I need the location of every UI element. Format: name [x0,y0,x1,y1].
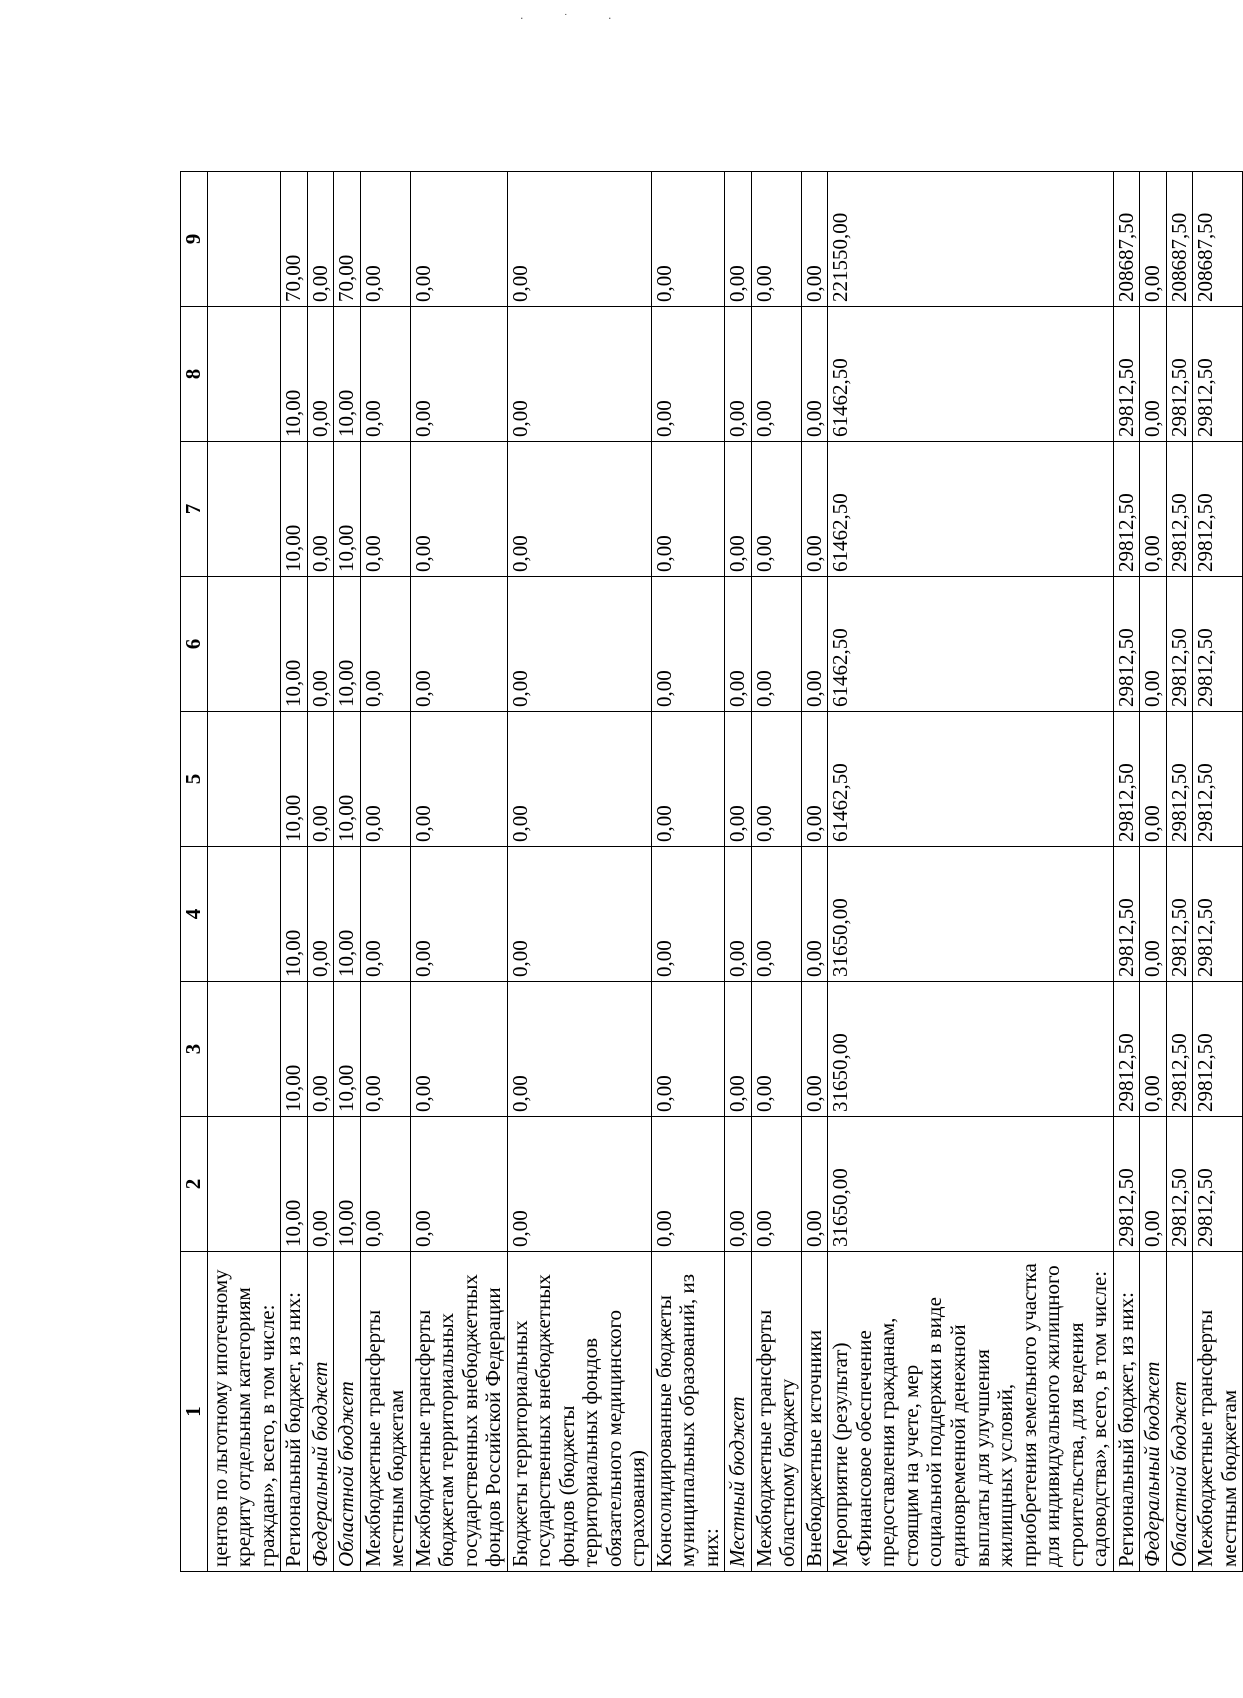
value-cell: 10,00 [281,847,308,982]
value-cell: 0,00 [751,442,801,577]
value-cell: 29812,50 [1166,307,1193,442]
value-cell: 0,00 [307,1117,334,1252]
value-cell: 0,00 [307,847,334,982]
value-cell: 0,00 [507,172,651,307]
value-cell: 0,00 [360,442,410,577]
value-cell: 0,00 [1140,712,1167,847]
value-cell [207,577,281,712]
value-cell: 29812,50 [1193,847,1243,982]
value-cell: 0,00 [651,982,725,1117]
value-cell: 0,00 [307,712,334,847]
row-label: Консолидированные бюджеты муниципальных образований, из них: [651,1252,725,1572]
row-label: Межбюджетные трансферты бюджетам территориальных государственных внебюджетных фондов Российской Федерации [410,1252,507,1572]
value-cell: 0,00 [360,1117,410,1252]
value-cell: 0,00 [651,307,725,442]
row-label: Внебюджетные источники [801,1252,828,1572]
value-cell: 10,00 [281,712,308,847]
value-cell: 0,00 [651,577,725,712]
value-cell: 0,00 [360,712,410,847]
value-cell: 10,00 [281,982,308,1117]
value-cell: 0,00 [360,847,410,982]
value-cell: 0,00 [410,982,507,1117]
row-label: Местный бюджет [725,1252,752,1572]
value-cell: 0,00 [307,172,334,307]
column-header-2: 2 [181,1117,208,1252]
value-cell: 0,00 [507,577,651,712]
value-cell: 0,00 [507,1117,651,1252]
value-cell: 0,00 [360,172,410,307]
value-cell: 0,00 [751,307,801,442]
value-cell: 0,00 [1140,577,1167,712]
value-cell: 10,00 [281,307,308,442]
value-cell: 29812,50 [1166,712,1193,847]
value-cell: 0,00 [410,442,507,577]
value-cell: 29812,50 [1193,577,1243,712]
value-cell: 61462,50 [828,442,1113,577]
value-cell: 0,00 [360,307,410,442]
row-label: Федеральный бюджет [1140,1252,1167,1572]
value-cell: 10,00 [334,442,361,577]
value-cell: 0,00 [1140,847,1167,982]
value-cell: 0,00 [651,847,725,982]
table-row [1113,172,1140,1572]
value-cell: 0,00 [725,847,752,982]
value-cell: 10,00 [281,577,308,712]
value-cell: 0,00 [410,307,507,442]
value-cell: 29812,50 [1113,307,1140,442]
value-cell: 29812,50 [1166,847,1193,982]
value-cell: 10,00 [334,982,361,1117]
value-cell: 29812,50 [1166,442,1193,577]
row-label: Межбюджетные трансферты областному бюджету [751,1252,801,1572]
scan-specks: · ˙ · [520,12,630,25]
value-cell: 0,00 [1140,442,1167,577]
value-cell: 10,00 [334,577,361,712]
value-cell: 0,00 [410,712,507,847]
rotated-page [180,172,1241,1572]
budget-table [180,171,1243,1572]
value-cell: 0,00 [507,442,651,577]
value-cell: 0,00 [725,172,752,307]
value-cell: 0,00 [1140,1117,1167,1252]
value-cell: 0,00 [751,712,801,847]
value-cell: 29812,50 [1193,1117,1243,1252]
column-header-7: 7 [181,442,208,577]
value-cell [207,982,281,1117]
value-cell: 208687,50 [1193,172,1243,307]
value-cell: 10,00 [334,847,361,982]
value-cell: 29812,50 [1166,577,1193,712]
column-header-1: 1 [181,1252,208,1572]
value-cell: 0,00 [1140,172,1167,307]
value-cell: 29812,50 [1193,307,1243,442]
value-cell: 29812,50 [1113,442,1140,577]
table-row [307,172,334,1572]
value-cell [207,172,281,307]
value-cell: 29812,50 [1113,712,1140,847]
value-cell: 0,00 [801,712,828,847]
value-cell: 70,00 [281,172,308,307]
table-row [410,172,507,1572]
table-row [281,172,308,1572]
value-cell [207,307,281,442]
value-cell: 0,00 [725,712,752,847]
value-cell: 0,00 [751,847,801,982]
value-cell [207,1117,281,1252]
table-row [207,172,281,1572]
value-cell: 0,00 [651,442,725,577]
value-cell: 10,00 [334,712,361,847]
value-cell: 0,00 [307,307,334,442]
table-row [507,172,651,1572]
value-cell: 0,00 [725,1117,752,1252]
row-label: Межбюджетные трансферты местным бюджетам [360,1252,410,1572]
value-cell: 0,00 [410,847,507,982]
table-row [725,172,752,1572]
value-cell: 0,00 [801,847,828,982]
value-cell: 0,00 [725,442,752,577]
row-label: Областной бюджет [1166,1252,1193,1572]
value-cell: 29812,50 [1113,577,1140,712]
value-cell: 0,00 [307,577,334,712]
table-row [1166,172,1193,1572]
value-cell: 0,00 [801,1117,828,1252]
value-cell: 0,00 [507,847,651,982]
value-cell: 61462,50 [828,307,1113,442]
row-label: Областной бюджет [334,1252,361,1572]
value-cell: 0,00 [751,172,801,307]
value-cell: 0,00 [1140,982,1167,1117]
value-cell: 0,00 [651,1117,725,1252]
table-row [828,172,1113,1572]
value-cell: 0,00 [725,577,752,712]
header-row [181,172,208,1572]
value-cell: 0,00 [410,1117,507,1252]
table-row [334,172,361,1572]
table-row [801,172,828,1572]
value-cell: 208687,50 [1166,172,1193,307]
table-row [651,172,725,1572]
column-header-4: 4 [181,847,208,982]
value-cell: 0,00 [651,172,725,307]
value-cell: 10,00 [281,1117,308,1252]
value-cell: 0,00 [360,577,410,712]
value-cell: 70,00 [334,172,361,307]
value-cell: 0,00 [410,172,507,307]
value-cell [207,442,281,577]
value-cell: 61462,50 [828,577,1113,712]
row-label: центов по льготному ипотечному кредиту отдельным категориям граждан», всего, в том числе: [207,1252,281,1572]
value-cell: 29812,50 [1193,712,1243,847]
row-label: Межбюджетные трансферты местным бюджетам [1193,1252,1243,1572]
column-header-6: 6 [181,577,208,712]
value-cell: 0,00 [751,577,801,712]
value-cell: 29812,50 [1113,1117,1140,1252]
table-row [1140,172,1167,1572]
value-cell: 29812,50 [1193,442,1243,577]
value-cell: 0,00 [360,982,410,1117]
value-cell: 29812,50 [1193,982,1243,1117]
value-cell: 61462,50 [828,712,1113,847]
value-cell: 0,00 [801,442,828,577]
value-cell [207,712,281,847]
value-cell: 0,00 [507,307,651,442]
column-header-3: 3 [181,982,208,1117]
value-cell: 0,00 [751,982,801,1117]
value-cell: 221550,00 [828,172,1113,307]
row-label: Бюджеты территориальных государственных внебюджетных фондов (бюджеты территориальных фондов обязательного медицинского страхования) [507,1252,651,1572]
column-header-9: 9 [181,172,208,307]
table-body [207,172,1243,1572]
column-header-8: 8 [181,307,208,442]
value-cell: 29812,50 [1166,982,1193,1117]
value-cell: 31650,00 [828,1117,1113,1252]
row-label: Федеральный бюджет [307,1252,334,1572]
value-cell: 0,00 [751,1117,801,1252]
value-cell: 0,00 [725,307,752,442]
value-cell: 0,00 [801,307,828,442]
table-row [360,172,410,1572]
value-cell: 0,00 [725,982,752,1117]
value-cell [207,847,281,982]
value-cell: 10,00 [334,307,361,442]
value-cell: 0,00 [801,172,828,307]
value-cell: 31650,00 [828,847,1113,982]
value-cell: 29812,50 [1166,1117,1193,1252]
value-cell: 0,00 [801,982,828,1117]
table-row [1193,172,1243,1572]
value-cell: 31650,00 [828,982,1113,1117]
value-cell: 0,00 [507,982,651,1117]
value-cell: 29812,50 [1113,847,1140,982]
row-label: Мероприятие (результат) «Финансовое обеспечение предоставления гражданам, стоящим на учете, мер социальной поддержки в виде единовременной денежной выплаты для улучшения жилищных условий, приобретения земельного участка для индивидуального жилищного строительства, для ведения садоводства», всего, в том числе: [828,1252,1113,1572]
value-cell: 29812,50 [1113,982,1140,1117]
row-label: Региональный бюджет, из них: [1113,1252,1140,1572]
value-cell: 10,00 [281,442,308,577]
value-cell: 0,00 [1140,307,1167,442]
value-cell: 0,00 [507,712,651,847]
value-cell: 0,00 [307,982,334,1117]
value-cell: 0,00 [410,577,507,712]
value-cell: 0,00 [801,577,828,712]
value-cell: 10,00 [334,1117,361,1252]
value-cell: 0,00 [307,442,334,577]
value-cell: 0,00 [651,712,725,847]
row-label: Региональный бюджет, из них: [281,1252,308,1572]
column-header-5: 5 [181,712,208,847]
table-row [751,172,801,1572]
value-cell: 208687,50 [1113,172,1140,307]
